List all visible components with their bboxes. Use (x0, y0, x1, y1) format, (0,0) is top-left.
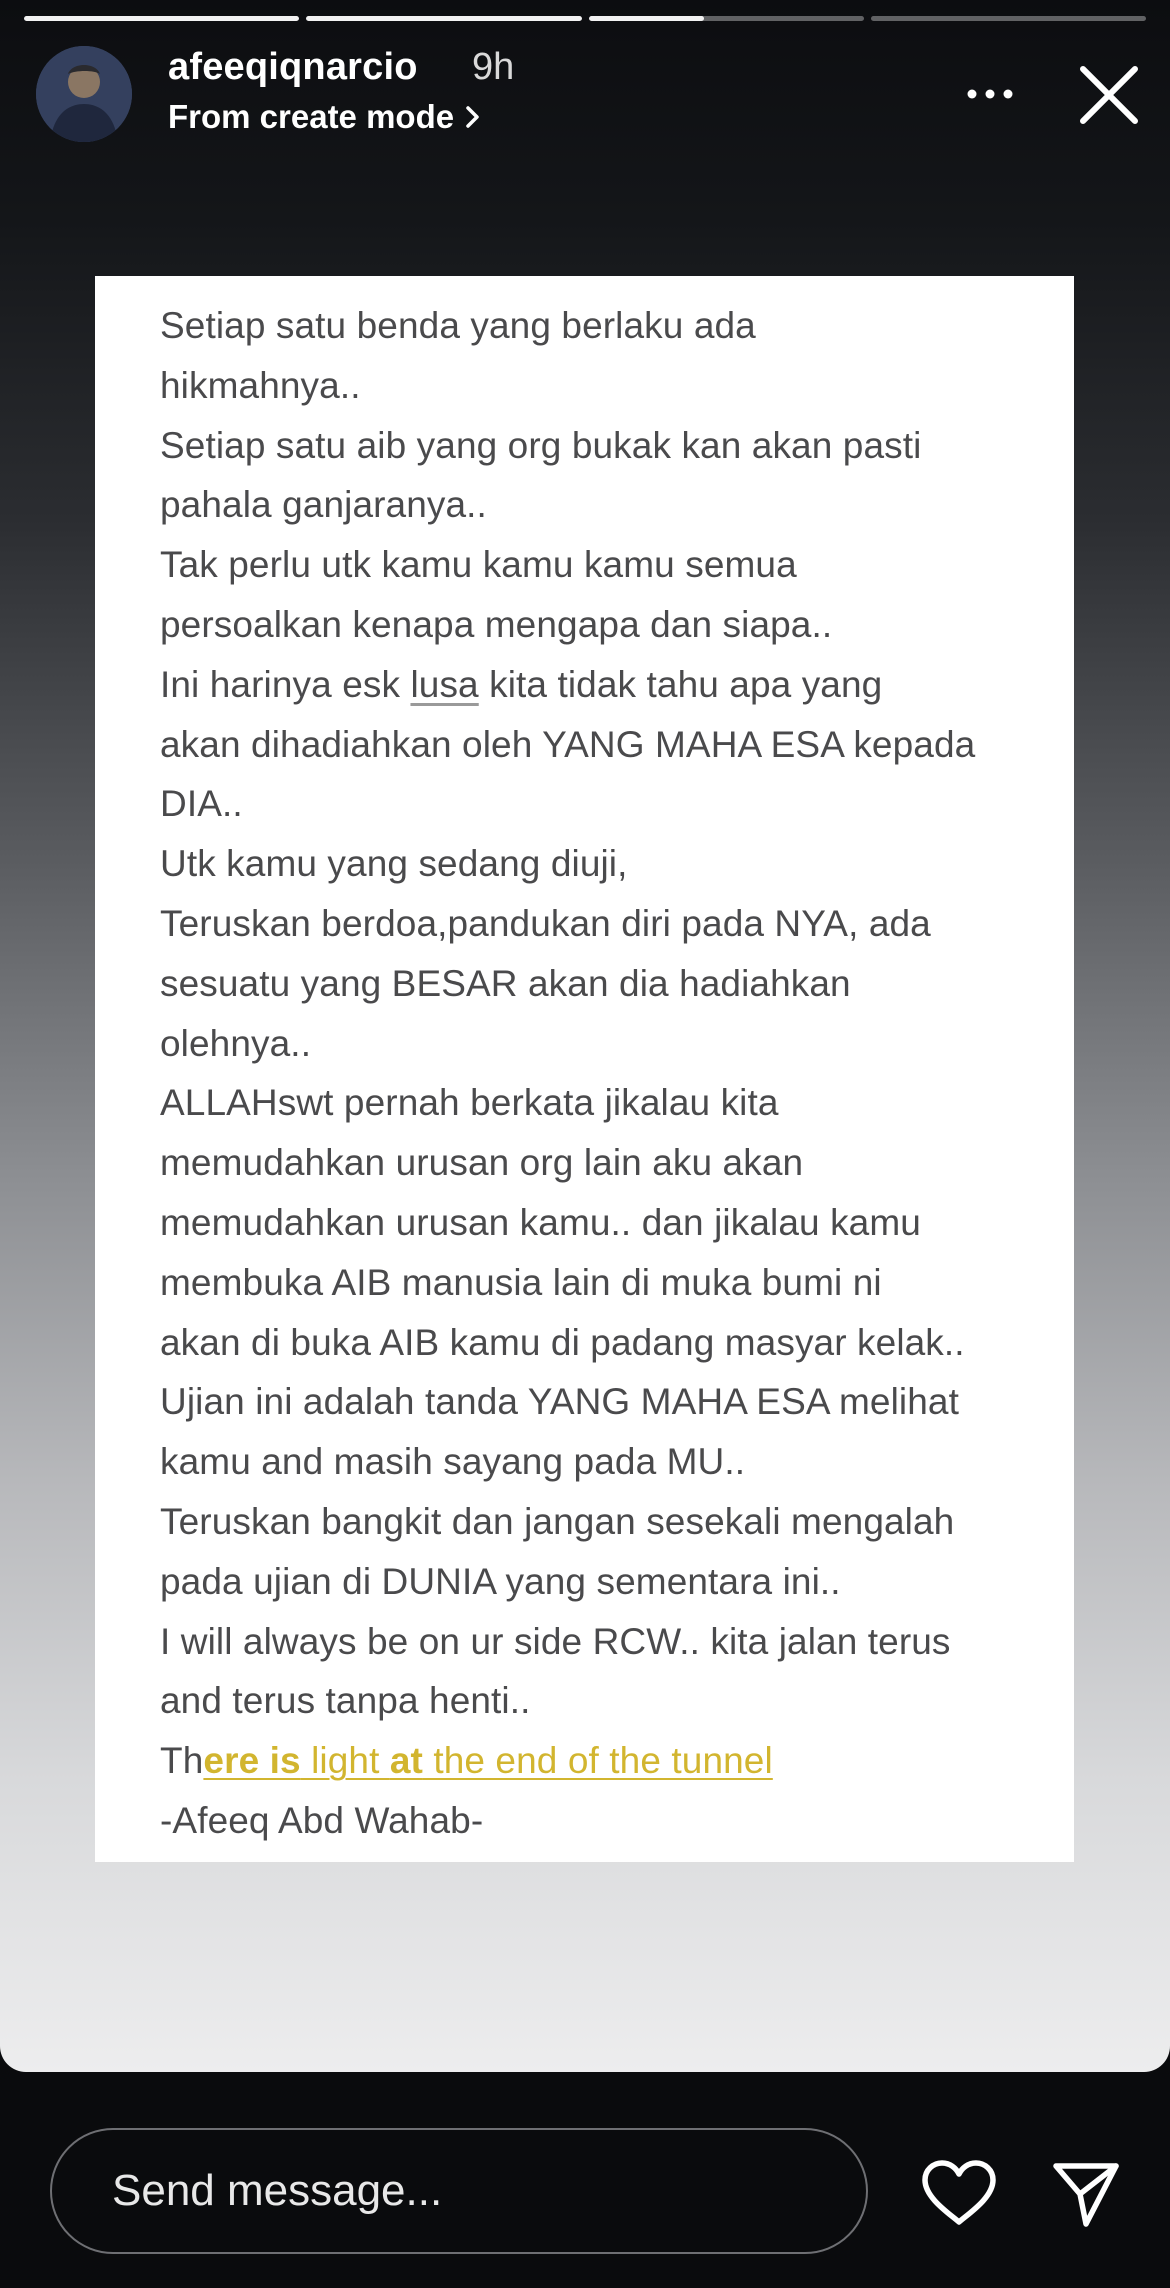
post-time: 9h (472, 46, 515, 88)
note-line: pada ujian di DUNIA yang sementara ini.. (160, 1560, 841, 1602)
note-line: memudahkan urusan kamu.. dan jikalau kamu (160, 1201, 921, 1243)
signature: -Afeeq Abd Wahab- (160, 1799, 484, 1841)
note-line: Ujian ini adalah tanda YANG MAHA ESA melihat (160, 1381, 959, 1423)
note-text: Ini harinya esk (160, 663, 411, 705)
username[interactable]: afeeqiqnarcio (168, 46, 418, 88)
send-message-input[interactable] (50, 2128, 868, 2254)
more-dots-icon (965, 88, 1015, 100)
note-line: ALLAHswt pernah berkata jikalau kita (160, 1082, 779, 1124)
note-line (160, 655, 1034, 715)
subtitle-label: From create mode (168, 98, 455, 135)
note-line: persoalkan kenapa mengapa dan siapa.. (160, 603, 833, 645)
note-line: hikmahnya.. (160, 364, 361, 406)
progress-fill (306, 16, 581, 21)
progress-segment (24, 16, 299, 21)
underlined-word: lusa (410, 663, 479, 705)
progress-segment (871, 16, 1146, 21)
quote-highlight: light (300, 1740, 390, 1782)
story-progress-bar (24, 16, 1146, 21)
note-line: kamu and masih sayang pada MU.. (160, 1441, 746, 1483)
note-line: Utk kamu yang sedang diuji, (160, 843, 628, 885)
more-options-button[interactable] (962, 70, 1018, 118)
avatar[interactable] (36, 46, 132, 142)
progress-fill (589, 16, 705, 21)
create-mode-link[interactable] (168, 98, 482, 136)
send-button[interactable] (1050, 2158, 1122, 2230)
chevron-right-icon (464, 104, 482, 130)
progress-fill (24, 16, 299, 21)
note-line: sesuatu yang BESAR akan dia hadiahkan (160, 962, 851, 1004)
note-line: and terus tanpa henti.. (160, 1680, 531, 1722)
quote-plain: Th (160, 1740, 204, 1782)
note-line: akan di buka AIB kamu di padang masyar kelak.. (160, 1321, 965, 1363)
note-line: Setiap satu benda yang berlaku ada (160, 305, 756, 346)
like-button[interactable] (920, 2158, 998, 2228)
note-line: pahala ganjaranya.. (160, 484, 487, 526)
profile-photo-icon (36, 46, 132, 142)
progress-segment (306, 16, 581, 21)
note-line: Setiap satu aib yang org bukak kan akan pasti (160, 424, 922, 466)
heart-icon (920, 2158, 998, 2228)
note-line: membuka AIB manusia lain di muka bumi ni (160, 1261, 882, 1303)
quote-highlight-bold: ere is (203, 1740, 301, 1782)
quote-line (160, 1731, 1034, 1791)
note-line: Teruskan bangkit dan jangan sesekali mengalah (160, 1500, 955, 1542)
note-screenshot (95, 276, 1074, 1862)
quote-highlight-bold: at (389, 1740, 423, 1782)
close-icon (1078, 64, 1140, 126)
quote-highlight: the end of the tunnel (422, 1740, 773, 1782)
message-placeholder: Send message... (112, 2166, 443, 2215)
progress-segment (589, 16, 864, 21)
close-button[interactable] (1076, 62, 1142, 128)
note-line: Teruskan berdoa,pandukan diri pada NYA, ada (160, 902, 931, 944)
note-line: I will always be on ur side RCW.. kita jalan terus (160, 1620, 951, 1662)
send-icon (1050, 2158, 1122, 2230)
note-line: DIA.. (160, 783, 243, 825)
note-line: Tak perlu utk kamu kamu kamu semua (160, 544, 797, 586)
note-line: akan dihadiahkan oleh YANG MAHA ESA kepada (160, 723, 976, 765)
note-text: kita tidak tahu apa yang (478, 663, 883, 705)
note-line: memudahkan urusan org lain aku akan (160, 1142, 804, 1184)
note-line: olehnya.. (160, 1022, 312, 1064)
